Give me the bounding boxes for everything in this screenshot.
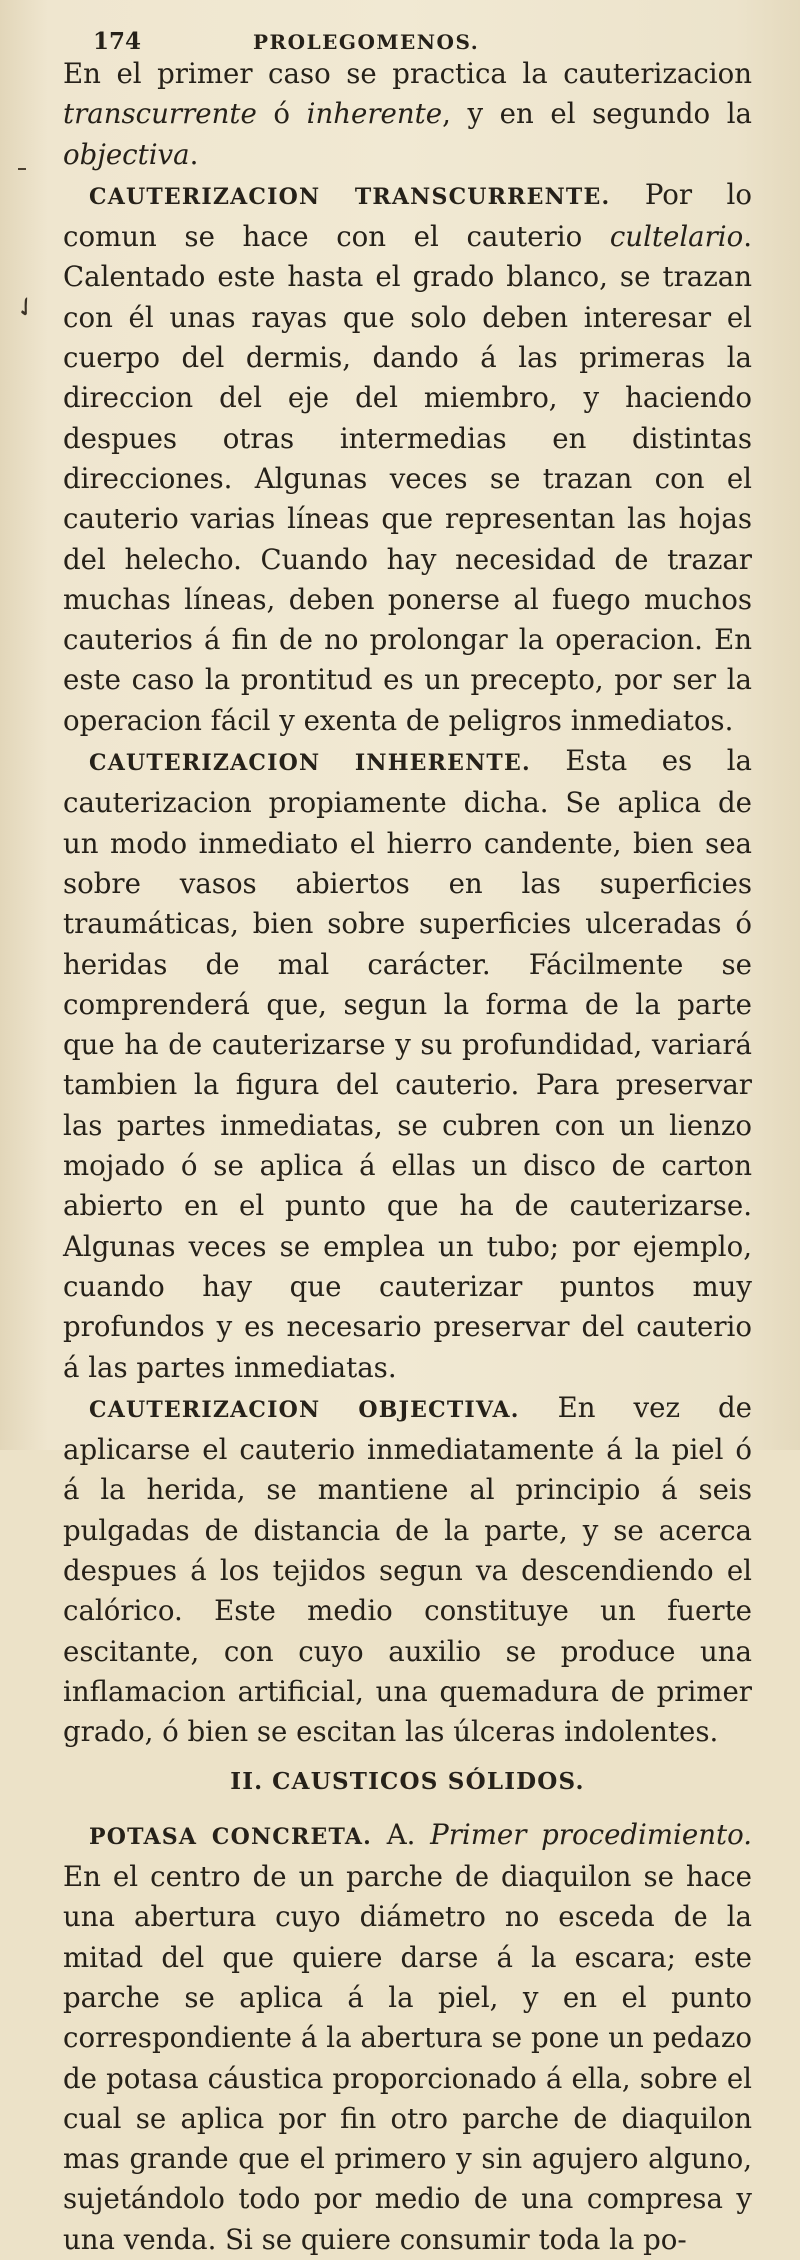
text-run: En vez de aplicarse el cauterio inmediatamente á la piel ó á la herida, se mantiene al principio á seis pulgadas de distancia de la parte, y se acerca despues á los tejidos segun va descendiendo el calórico. Este medio constituye un fuerte escitante, con cuyo auxilio se produce una inflamacion artificial, una quemadura de primer grado, ó bien se escitan las úlceras indolentes.: [63, 1390, 752, 1749]
running-title: PROLEGOMENOS.: [253, 30, 480, 54]
text-run: A.: [371, 1817, 431, 1851]
paragraph-heading: CAUTERIZACION OBJECTIVA.: [89, 1396, 520, 1423]
italic-term: objectiva: [63, 137, 190, 171]
paragraph-heading: CAUTERIZACION INHERENTE.: [89, 750, 531, 777]
text-run: Por lo comun se hace con el cauterio: [63, 177, 752, 254]
paragraph-transcurrente: [63, 175, 752, 741]
paragraph-heading: POTASA CONCRETA.: [89, 1823, 372, 1850]
paragraph-heading: CAUTERIZACION TRANSCURRENTE.: [89, 183, 611, 210]
italic-term: inherente: [306, 97, 443, 131]
text-run: . Calentado este hasta el grado blanco, se trazan con él unas rayas que solo deben interesar el cuerpo del dermis, dando á las primeras la direccion del eje del miembro, y haciendo despues otras intermedias en distintas direcciones. Algunas veces se trazan con el cauterio varias líneas que representan las hojas del helecho. Cuando hay necesidad de trazar muchas líneas, deben ponerse al fuego muchos cauterios á fin de no prolongar la operacion. En este caso la prontitud es un precepto, por ser la operacion fácil y exenta de peligros inmediatos.: [63, 220, 752, 737]
body-text: [63, 54, 752, 2260]
running-header: [63, 28, 752, 55]
section-number: II.: [230, 1768, 264, 1796]
section-heading: [63, 1760, 752, 1802]
italic-term: Primer procedimiento.: [430, 1817, 752, 1851]
text-run: .: [189, 137, 199, 171]
page-number: 174: [93, 28, 142, 55]
section-title: CAUSTICOS SÓLIDOS.: [272, 1768, 585, 1796]
margin-check-mark: ✓: [8, 289, 44, 327]
text-run: En el primer caso se practica la cauterizacion: [63, 57, 752, 90]
text-run: Esta es la cauterizacion propiamente dicha. Se aplica de un modo inmediato el hierro candente, bien sea sobre vasos abiertos en las superficies traumáticas, bien sobre superficies ulceradas ó heridas de mal carácter. Fácilmente se comprenderá que, segun la forma de la parte que ha de cauterizarse y su profundidad, variará tambien la figura del cauterio. Para preservar las partes inmediatas, se cubren con un lienzo mojado ó se aplica á ellas un disco de carton abierto en el punto que ha de cauterizarse. Algunas veces se emplea un tubo; por ejemplo, cuando hay que cauterizar puntos muy profundos y es necesario preservar del cauterio á las partes inmediatas.: [63, 744, 752, 1384]
text-run: , y en el segundo la: [442, 97, 752, 131]
paragraph-inherente: [63, 741, 752, 1388]
italic-term: cultelario: [609, 220, 744, 254]
paragraph-potasa: [63, 1815, 752, 2260]
margin-mark: [18, 168, 26, 170]
paragraph-intro: [63, 54, 752, 175]
text-run: ó: [256, 97, 307, 131]
text-run: En el centro de un parche de diaquilon se hace una abertura cuyo diámetro no esceda de la mitad del que quiere darse á la escara; este parche se aplica á la piel, y en el punto correspondiente á la abertura se pone un pedazo de potasa cáustica proporcionado á ella, sobre el cual se aplica por fin otro parche de diaquilon mas grande que el primero y sin agujero alguno, sujetándolo todo por medio de una compresa y una venda. Si se quiere consumir toda la po-: [63, 1860, 752, 2256]
paragraph-objectiva: [63, 1388, 752, 1753]
italic-term: transcurrente: [63, 97, 257, 131]
